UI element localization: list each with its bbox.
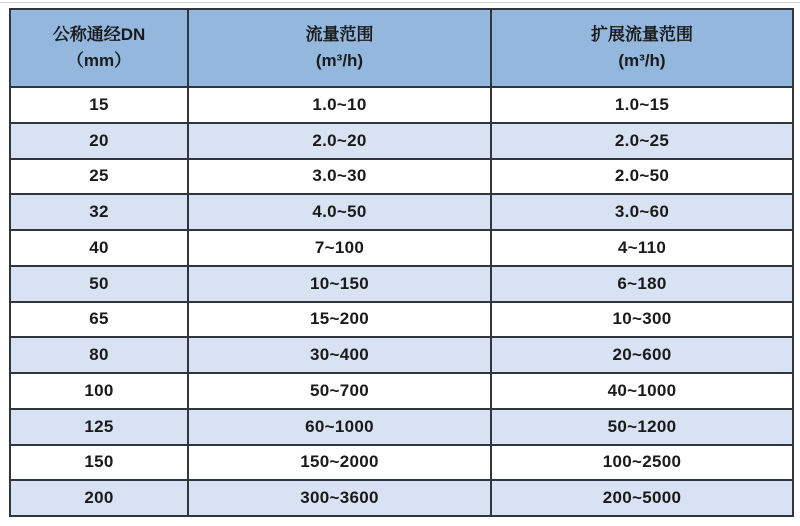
cell-extended-flow-range: 50~1200 [491, 409, 793, 445]
cell-extended-flow-range: 20~600 [491, 337, 793, 373]
cell-extended-flow-range: 2.0~25 [491, 123, 793, 159]
cell-dn: 40 [10, 230, 188, 266]
cell-dn: 200 [10, 480, 188, 516]
table-header [10, 9, 793, 87]
cell-flow-range: 150~2000 [188, 445, 491, 481]
table-row [10, 159, 793, 195]
table-row [10, 266, 793, 302]
cell-flow-range: 7~100 [188, 230, 491, 266]
cell-extended-flow-range: 100~2500 [491, 445, 793, 481]
cell-flow-range: 4.0~50 [188, 194, 491, 230]
cell-flow-range: 10~150 [188, 266, 491, 302]
col-header-flow-range-unit: (m³/h) [315, 51, 364, 70]
cell-dn: 65 [10, 302, 188, 338]
table-row [10, 373, 793, 409]
cell-extended-flow-range: 3.0~60 [491, 194, 793, 230]
cell-dn: 80 [10, 337, 188, 373]
cell-dn: 100 [10, 373, 188, 409]
table-row [10, 337, 793, 373]
cell-dn: 50 [10, 266, 188, 302]
cell-dn: 150 [10, 445, 188, 481]
cell-flow-range: 3.0~30 [188, 159, 491, 195]
table-row [10, 194, 793, 230]
flow-range-spec-table [9, 8, 794, 517]
table-row [10, 230, 793, 266]
cell-extended-flow-range: 6~180 [491, 266, 793, 302]
cell-flow-range: 60~1000 [188, 409, 491, 445]
table-row [10, 409, 793, 445]
col-header-flow-range [188, 9, 491, 87]
cell-flow-range: 1.0~10 [188, 87, 491, 123]
table-row [10, 123, 793, 159]
page-top-edge-line [0, 2, 800, 3]
col-header-dn-unit: （mm） [66, 51, 132, 70]
cell-dn: 20 [10, 123, 188, 159]
cell-flow-range: 2.0~20 [188, 123, 491, 159]
table-row [10, 445, 793, 481]
table-row [10, 302, 793, 338]
table-row [10, 87, 793, 123]
col-header-extended-flow-range-unit: (m³/h) [618, 51, 666, 70]
cell-dn: 32 [10, 194, 188, 230]
col-header-flow-range-title: 流量范围 [305, 25, 374, 44]
table-row [10, 480, 793, 516]
cell-extended-flow-range: 200~5000 [491, 480, 793, 516]
col-header-extended-flow-range [491, 9, 793, 87]
cell-extended-flow-range: 4~110 [491, 230, 793, 266]
cell-dn: 125 [10, 409, 188, 445]
col-header-extended-flow-range-title: 扩展流量范围 [591, 25, 693, 44]
table-body [10, 87, 793, 516]
col-header-dn-title: 公称通经DN [52, 25, 146, 44]
col-header-dn [10, 9, 188, 87]
cell-flow-range: 300~3600 [188, 480, 491, 516]
cell-dn: 15 [10, 87, 188, 123]
cell-dn: 25 [10, 159, 188, 195]
cell-flow-range: 50~700 [188, 373, 491, 409]
cell-extended-flow-range: 40~1000 [491, 373, 793, 409]
cell-flow-range: 30~400 [188, 337, 491, 373]
cell-flow-range: 15~200 [188, 302, 491, 338]
cell-extended-flow-range: 1.0~15 [491, 87, 793, 123]
header-row [10, 9, 793, 87]
cell-extended-flow-range: 2.0~50 [491, 159, 793, 195]
cell-extended-flow-range: 10~300 [491, 302, 793, 338]
